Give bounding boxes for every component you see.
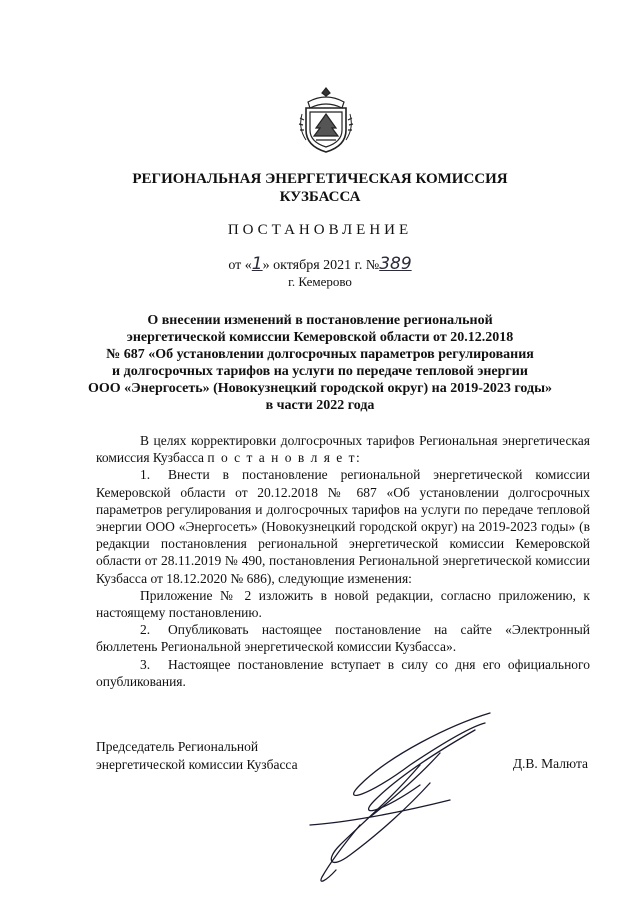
title-line: О внесении изменений в постановление региональной [147, 313, 493, 328]
title-line: ООО «Энергосеть» (Новокузнецкий городской округ) на 2019-2023 годы» [88, 381, 552, 396]
item-1 [96, 466, 590, 586]
intro-paragraph [96, 432, 590, 466]
date-line [0, 256, 640, 274]
item-3 [96, 656, 590, 690]
date-day: 1 [251, 254, 263, 274]
title-line: и долгосрочных тарифов на услуги по передаче тепловой энергии [112, 364, 528, 379]
item-1-sub: Приложение № 2 изложить в новой редакции, согласно приложению, к настоящему постановлению. [96, 587, 590, 621]
document-title [80, 312, 560, 414]
org-name-line2: КУЗБАССА [279, 189, 361, 205]
item-2-text: Опубликовать настоящее постановление на сайте «Электронный бюллетень Региональной энергетической комиссии Кузбасса». [96, 622, 590, 655]
handwritten-signature-icon [300, 705, 500, 890]
city: г. Кемерово [288, 274, 352, 289]
title-line: энергетической комиссии Кемеровской области от 20.12.2018 [126, 330, 514, 345]
item-2-number: 2. [140, 622, 151, 638]
item-1-number: 1. [140, 467, 151, 483]
signer-name: Д.В. Малюта [512, 756, 588, 771]
intro-text: В целях корректировки долгосрочных тарифов Региональная энергетическая комиссия Кузбасса [96, 433, 590, 466]
document-type: ПОСТАНОВЛЕНИЕ [227, 222, 413, 238]
document-body [96, 432, 590, 690]
date-prefix: от « [228, 258, 252, 273]
org-name-line1: РЕГИОНАЛЬНАЯ ЭНЕРГЕТИЧЕСКАЯ КОМИССИЯ [132, 171, 508, 187]
document-number: 389 [379, 254, 412, 274]
date-middle: » октября 2021 г. № [262, 258, 380, 273]
item-3-number: 3. [140, 656, 151, 672]
coat-of-arms-icon [296, 84, 356, 156]
signer-position-line1: Председатель Региональной [96, 739, 259, 754]
item-1-text: Внести в постановление региональной энергетической комиссии Кемеровской области от 20.12.2018 № 687 «Об установлении долгосрочных параметров регулирования и долгосрочных тарифов на услуги по передаче тепловой энергии ООО «Энергосеть» (Новокузнецкий городской округ) на 2019-2023 годы» (в редакции постановления региональной энергетической комиссии Кемеровской области от 28.11.2019 № 490, постановления Региональной энергетической комиссии Кузбасса от 18.12.2020 № 686), следующие изменения: [96, 467, 590, 586]
signer-position-line2: энергетической комиссии Кузбасса [96, 757, 298, 772]
title-line: № 687 «Об установлении долгосрочных параметров регулирования [106, 347, 534, 362]
resolves-text: п о с т а н о в л я е т: [207, 450, 362, 466]
signer-position [96, 738, 298, 774]
item-3-text: Настоящее постановление вступает в силу со дня его официального опубликования. [96, 656, 590, 689]
title-line: в части 2022 года [265, 398, 375, 413]
item-2 [96, 621, 590, 655]
